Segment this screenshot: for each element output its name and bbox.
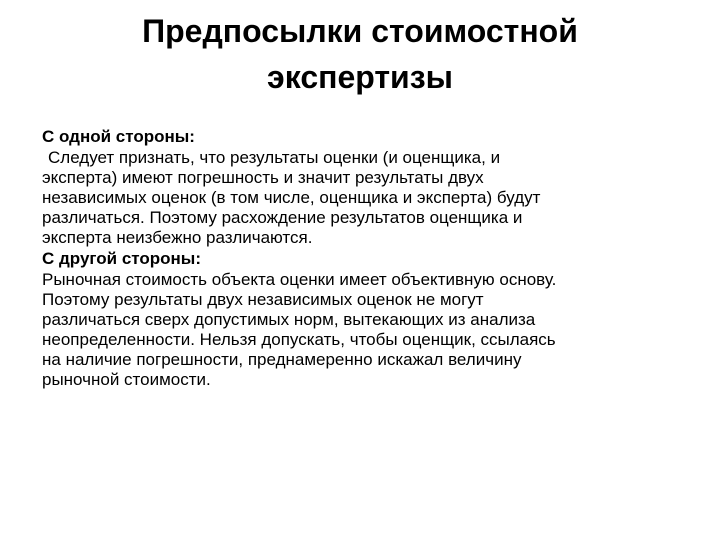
slide-title	[0, 8, 720, 100]
paragraph-line: Поэтому результаты двух независимых оценок не могут	[42, 290, 484, 309]
title-line: экспертизы	[267, 59, 453, 95]
paragraph-line: Следует признать, что результаты оценки (и оценщика, и	[48, 148, 501, 167]
paragraph-line: независимых оценок (в том числе, оценщика и эксперта) будут	[42, 188, 541, 207]
section1-paragraph	[42, 148, 692, 248]
section2-paragraph	[42, 270, 692, 390]
paragraph-line: рыночной стоимости.	[42, 370, 211, 389]
paragraph-line: различаться. Поэтому расхождение результатов оценщика и	[42, 208, 523, 227]
paragraph-line: Рыночная стоимость объекта оценки имеет объективную основу.	[42, 270, 557, 289]
paragraph-line: неопределенности. Нельзя допускать, чтобы оценщик, ссылаясь	[42, 330, 556, 349]
section1-heading: С одной стороны:	[42, 127, 195, 146]
slide-content	[42, 127, 692, 391]
title-line: Предпосылки стоимостной	[142, 13, 578, 49]
section2-heading: С другой стороны:	[42, 249, 201, 268]
paragraph-line: эксперта) имеют погрешность и значит результаты двух	[42, 168, 484, 187]
paragraph-line: на наличие погрешности, преднамеренно искажал величину	[42, 350, 522, 369]
paragraph-line: эксперта неизбежно различаются.	[42, 228, 313, 247]
paragraph-line: различаться сверх допустимых норм, вытекающих из анализа	[42, 310, 536, 329]
